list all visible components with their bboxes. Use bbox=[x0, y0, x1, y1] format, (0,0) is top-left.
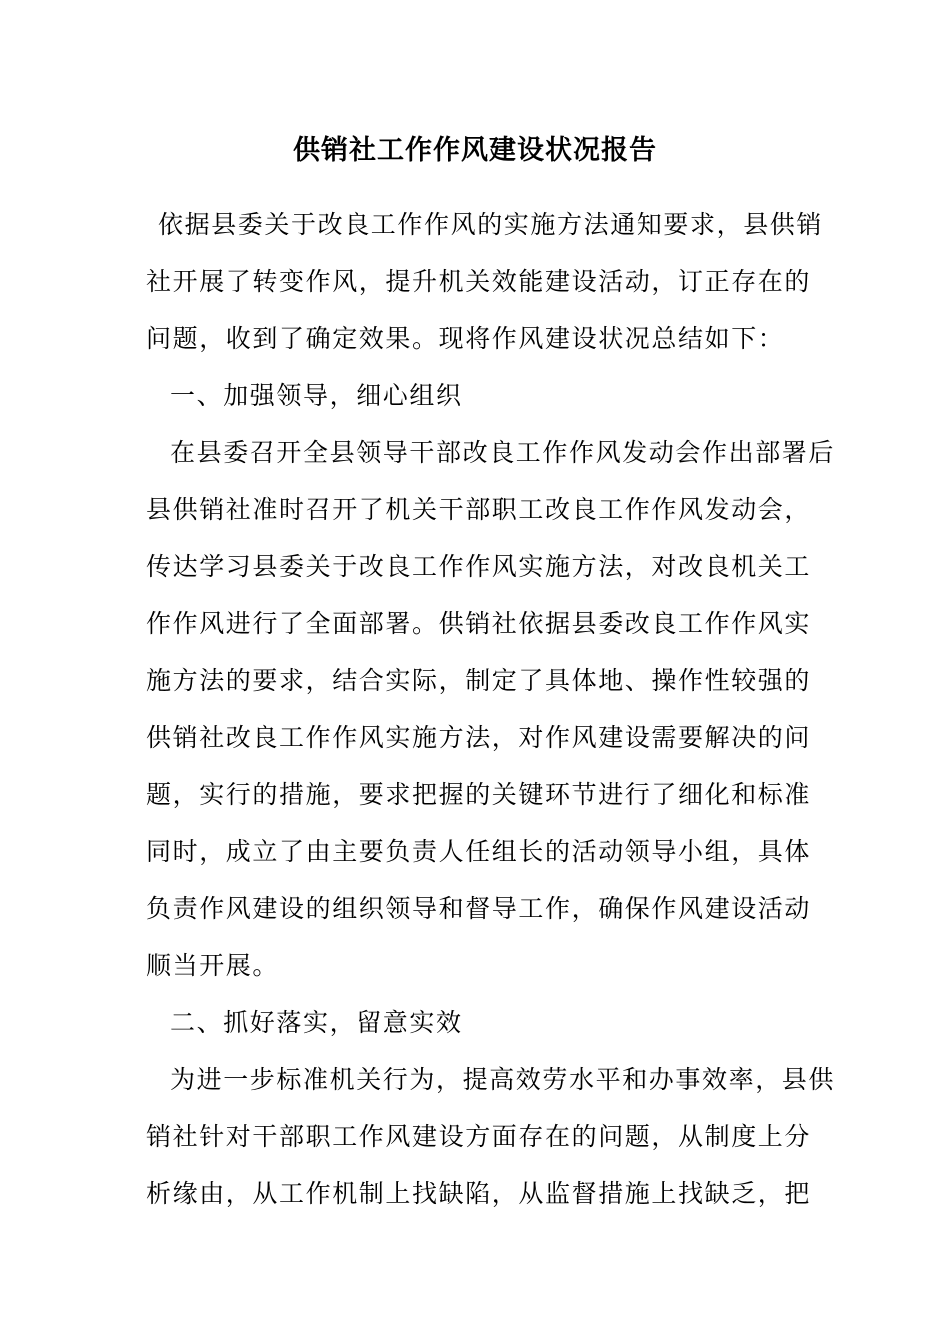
paragraph-line: 县供销社准时召开了机关干部职工改良工作作风发动会， bbox=[146, 495, 812, 524]
paragraph-line: 社开展了转变作风，提升机关效能建设活动，订正存在的 bbox=[146, 267, 812, 296]
paragraph-line: 问题，收到了确定效果。现将作风建设状况总结如下： bbox=[146, 324, 785, 353]
paragraph-line: 析缘由，从工作机制上找缺陷，从监督措施上找缺乏，把 bbox=[146, 1179, 812, 1208]
document-title: 供销社工作作风建设状况报告 bbox=[293, 135, 657, 166]
section-heading: 一、加强领导，细心组织 bbox=[170, 381, 463, 410]
paragraph-line: 作作风进行了全面部署。供销社依据县委改良工作作风实 bbox=[146, 609, 812, 638]
paragraph-line: 顺当开展。 bbox=[146, 951, 280, 980]
section-heading: 二、抓好落实，留意实效 bbox=[170, 1008, 463, 1037]
paragraph-line: 负责作风建设的组织领导和督导工作，确保作风建设活动 bbox=[146, 894, 812, 923]
paragraph-line: 同时，成立了由主要负责人任组长的活动领导小组，具体 bbox=[146, 837, 812, 866]
paragraph-line: 供销社改良工作作风实施方法，对作风建设需要解决的问 bbox=[146, 723, 812, 752]
paragraph-line: 销社针对干部职工作风建设方面存在的问题，从制度上分 bbox=[146, 1122, 812, 1151]
paragraph-line: 施方法的要求，结合实际，制定了具体地、操作性较强的 bbox=[146, 666, 812, 695]
paragraph-line: 依据县委关于改良工作作风的实施方法通知要求，县供销 bbox=[158, 210, 824, 239]
paragraph-line: 传达学习县委关于改良工作作风实施方法，对改良机关工 bbox=[146, 552, 812, 581]
paragraph-line: 为进一步标准机关行为，提高效劳水平和办事效率，县供 bbox=[170, 1065, 836, 1094]
paragraph-line: 在县委召开全县领导干部改良工作作风发动会作出部署后 bbox=[170, 438, 836, 467]
paragraph-line: 题，实行的措施，要求把握的关键环节进行了细化和标准 bbox=[146, 780, 812, 809]
